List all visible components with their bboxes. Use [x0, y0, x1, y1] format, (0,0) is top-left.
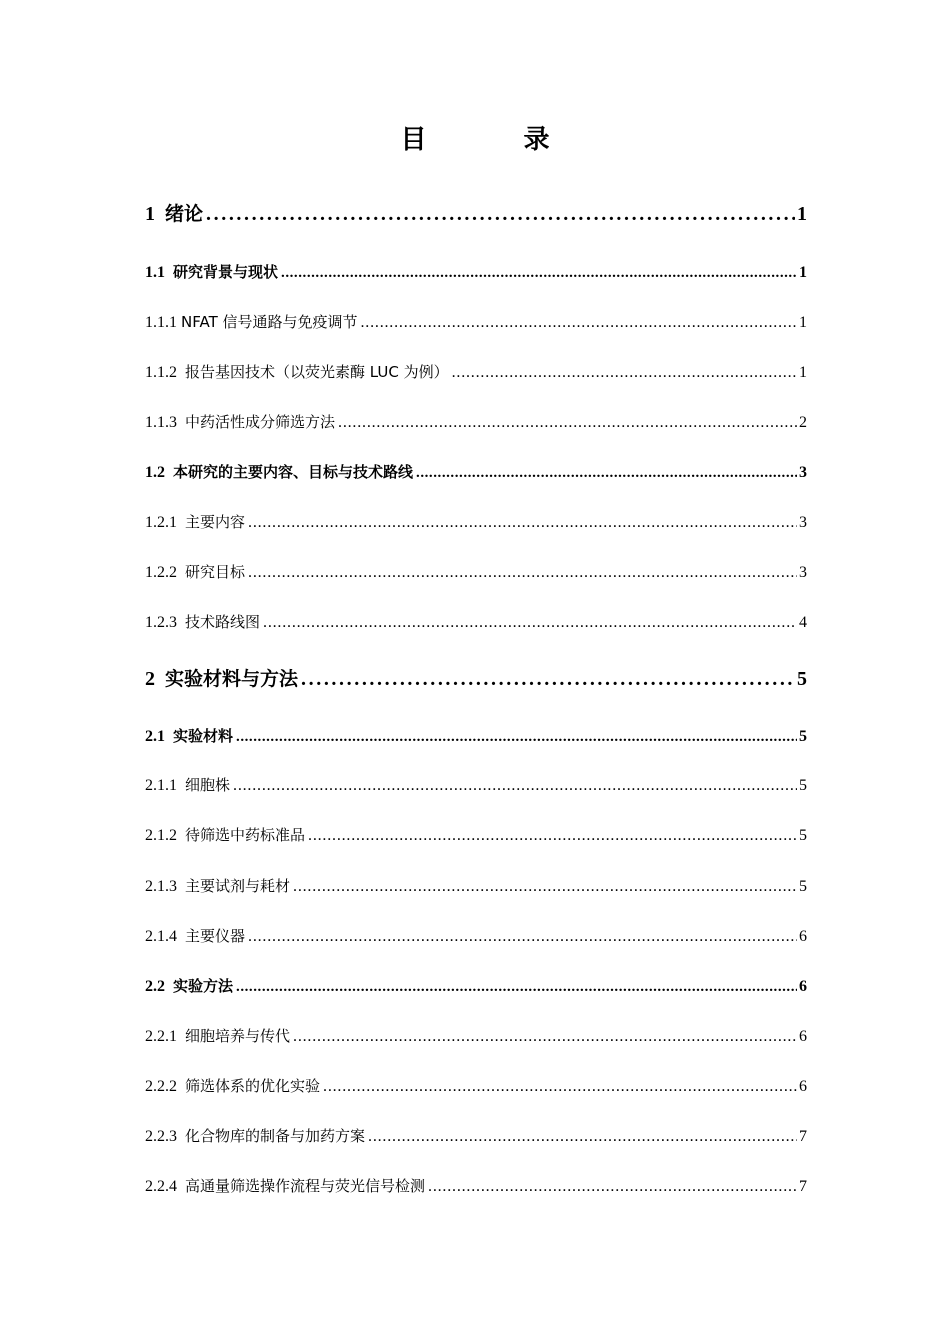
toc-entry-number: 2	[145, 668, 155, 690]
dot-leader	[293, 1026, 797, 1048]
toc-entry-number: 2.1	[145, 728, 165, 745]
dot-leader	[263, 612, 797, 634]
dot-leader	[293, 876, 797, 898]
toc-entry-number: 2.2.3	[145, 1128, 177, 1145]
dot-leader	[308, 825, 797, 847]
toc-entry-subsection[interactable]	[145, 511, 807, 534]
toc-entry-number: 1	[145, 203, 155, 225]
toc-entry-title: 细胞株	[185, 776, 231, 794]
toc-entry-subsection[interactable]	[145, 561, 807, 584]
toc-entry-section[interactable]	[145, 261, 807, 284]
toc-entry-number: 2.2	[145, 978, 165, 995]
toc-entry-subsection[interactable]	[145, 361, 807, 384]
toc-entry-title: 主要仪器	[185, 927, 246, 945]
toc-entry-page: 3	[799, 564, 807, 581]
toc-entry-number: 2.2.4	[145, 1178, 177, 1195]
toc-entry-section[interactable]	[145, 975, 807, 998]
dot-leader	[236, 976, 797, 998]
dot-leader	[428, 1176, 797, 1198]
toc-entry-page: 5	[799, 777, 807, 794]
dot-leader	[233, 775, 797, 797]
dot-leader	[206, 200, 795, 228]
toc-entry-title: 筛选体系的优化实验	[185, 1077, 321, 1095]
toc-entry-number: 1.1.1	[145, 314, 177, 331]
toc-entry-title: 实验材料与方法	[165, 668, 299, 690]
toc-entry-title: 实验材料	[173, 727, 234, 745]
toc-entry-number: 1.2	[145, 464, 165, 481]
toc-entry-page: 1	[799, 364, 807, 381]
toc-entry-page: 5	[799, 728, 807, 745]
toc-entry-page: 7	[799, 1178, 807, 1195]
toc-entry-page: 1	[797, 203, 807, 225]
toc-entry-page: 1	[799, 314, 807, 331]
toc-entry-page: 6	[799, 1078, 807, 1095]
toc-entry-number: 2.2.2	[145, 1078, 177, 1095]
toc-entry-page: 6	[799, 1028, 807, 1045]
toc-entry-subsection[interactable]	[145, 611, 807, 634]
dot-leader	[338, 412, 797, 434]
toc-entry-subsection[interactable]	[145, 311, 807, 334]
toc-entry-number: 2.1.2	[145, 827, 177, 844]
toc-entry-title: 主要试剂与耗材	[185, 877, 291, 895]
dot-leader	[323, 1076, 797, 1098]
toc-entry-page: 1	[799, 264, 807, 281]
toc-entry-number: 1.2.1	[145, 514, 177, 531]
toc-entry-number: 2.1.1	[145, 777, 177, 794]
toc-entry-number: 2.1.3	[145, 878, 177, 895]
toc-entry-title: NFAT 信号通路与免疫调节	[181, 313, 358, 331]
toc-entry-title: 本研究的主要内容、目标与技术路线	[173, 463, 414, 481]
toc-entry-page: 5	[797, 668, 807, 690]
dot-leader	[361, 312, 798, 334]
toc-entry-title: 实验方法	[173, 977, 234, 995]
toc-entry-subsection[interactable]	[145, 1175, 807, 1198]
toc-entry-subsection[interactable]	[145, 925, 807, 948]
toc-entry-subsection[interactable]	[145, 1025, 807, 1048]
toc-entry-page: 6	[799, 928, 807, 945]
toc-entry-page: 2	[799, 414, 807, 431]
toc-entry-title: 技术路线图	[185, 613, 261, 631]
toc-entry-subsection[interactable]	[145, 824, 807, 847]
toc-entry-page: 7	[799, 1128, 807, 1145]
toc-entry-page: 6	[799, 978, 807, 995]
dot-leader	[248, 926, 797, 948]
dot-leader	[416, 462, 797, 484]
toc-entry-page: 5	[799, 878, 807, 895]
dot-leader	[368, 1126, 797, 1148]
toc-entry-section[interactable]	[145, 461, 807, 484]
toc-entry-section[interactable]	[145, 725, 807, 748]
toc-entry-title: 研究背景与现状	[173, 263, 279, 281]
toc-entry-subsection[interactable]	[145, 774, 807, 797]
toc-entry-title: 细胞培养与传代	[185, 1027, 291, 1045]
toc-entry-number: 1.1	[145, 264, 165, 281]
toc-entry-page: 5	[799, 827, 807, 844]
toc-entry-chapter[interactable]	[145, 665, 807, 693]
toc-entry-title: 报告基因技术（以荧光素酶 LUC 为例）	[185, 363, 449, 381]
toc-entry-chapter[interactable]	[145, 200, 807, 228]
toc-entry-number: 2.1.4	[145, 928, 177, 945]
page-title: 目 录	[400, 125, 594, 155]
toc-entry-subsection[interactable]	[145, 1075, 807, 1098]
toc-entry-number: 1.2.3	[145, 614, 177, 631]
toc-entry-number: 1.1.3	[145, 414, 177, 431]
toc-entry-subsection[interactable]	[145, 1125, 807, 1148]
dot-leader	[301, 665, 795, 693]
toc-entry-number: 2.2.1	[145, 1028, 177, 1045]
toc-entry-title: 中药活性成分筛选方法	[185, 413, 336, 431]
toc-entry-number: 1.1.2	[145, 364, 177, 381]
dot-leader	[281, 262, 797, 284]
dot-leader	[236, 726, 797, 748]
dot-leader	[452, 362, 797, 384]
toc-entry-title: 高通量筛选操作流程与荧光信号检测	[185, 1177, 426, 1195]
toc-entry-title: 研究目标	[185, 563, 246, 581]
toc-entry-title: 主要内容	[185, 513, 246, 531]
toc-entry-subsection[interactable]	[145, 875, 807, 898]
toc-entry-page: 3	[799, 464, 807, 481]
dot-leader	[248, 512, 797, 534]
toc-entry-title: 绪论	[165, 203, 204, 225]
dot-leader	[248, 562, 797, 584]
toc-entry-number: 1.2.2	[145, 564, 177, 581]
toc-entry-subsection[interactable]	[145, 411, 807, 434]
toc-entry-page: 4	[799, 614, 807, 631]
toc-entry-page: 3	[799, 514, 807, 531]
toc-entry-title: 化合物库的制备与加药方案	[185, 1127, 366, 1145]
toc-entry-title: 待筛选中药标准品	[185, 826, 306, 844]
